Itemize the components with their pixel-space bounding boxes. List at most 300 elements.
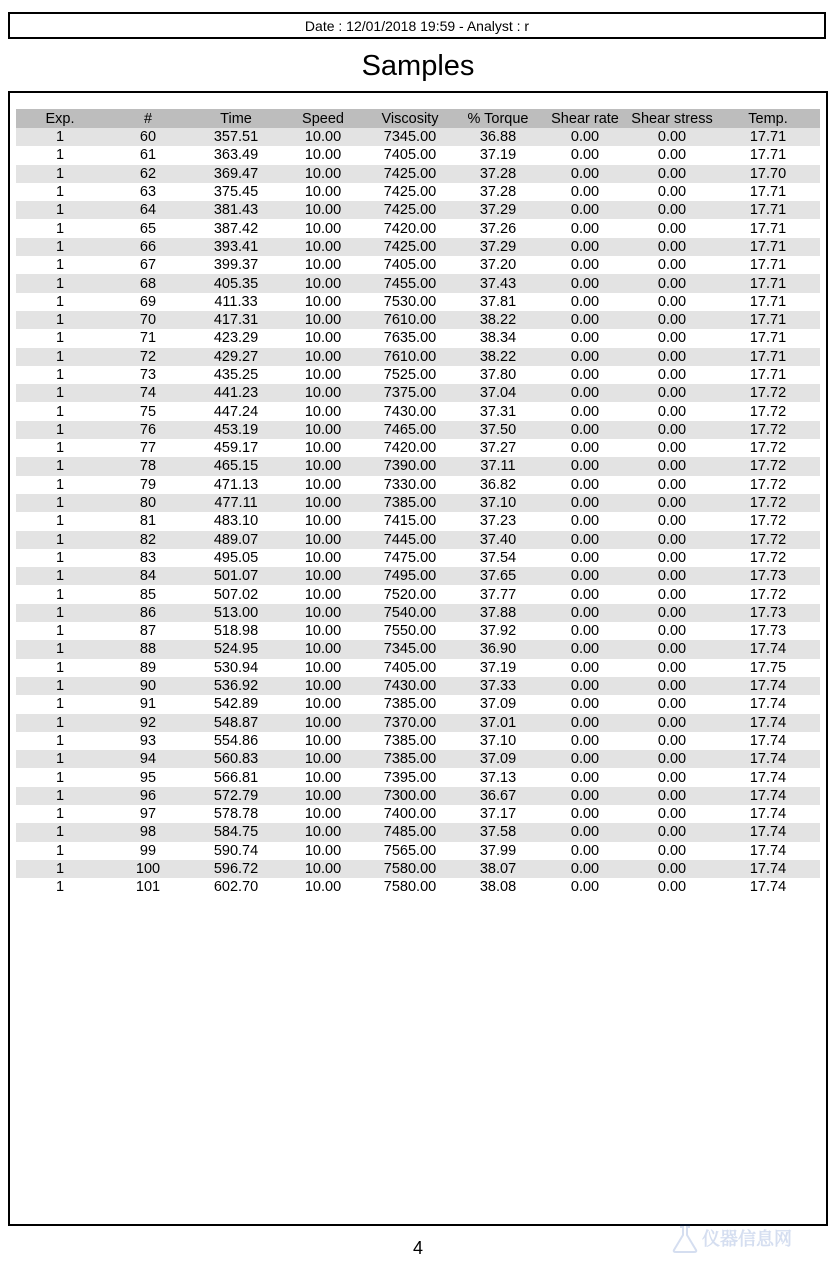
table-cell: 7455.00 <box>366 274 454 292</box>
table-cell: 548.87 <box>192 714 280 732</box>
table-cell: 67 <box>104 256 192 274</box>
table-row <box>16 384 820 402</box>
table-cell: 0.00 <box>628 714 716 732</box>
table-cell: 61 <box>104 146 192 164</box>
table-cell: 7430.00 <box>366 677 454 695</box>
table-cell: 0.00 <box>628 256 716 274</box>
table-cell: 10.00 <box>280 384 366 402</box>
table-cell: 37.11 <box>454 457 542 475</box>
table-cell: 10.00 <box>280 842 366 860</box>
table-cell: 93 <box>104 732 192 750</box>
table-cell: 423.29 <box>192 329 280 347</box>
table-cell: 10.00 <box>280 146 366 164</box>
table-cell: 37.40 <box>454 531 542 549</box>
table-row <box>16 439 820 457</box>
table-cell: 578.78 <box>192 805 280 823</box>
table-cell: 530.94 <box>192 659 280 677</box>
table-cell: 7420.00 <box>366 219 454 237</box>
table-cell: 17.72 <box>716 384 820 402</box>
table-cell: 17.72 <box>716 531 820 549</box>
table-cell: 7635.00 <box>366 329 454 347</box>
table-cell: 10.00 <box>280 714 366 732</box>
table-cell: 0.00 <box>628 439 716 457</box>
table-cell: 0.00 <box>542 677 628 695</box>
table-cell: 1 <box>16 402 104 420</box>
table-cell: 1 <box>16 476 104 494</box>
table-row <box>16 714 820 732</box>
table-cell: 0.00 <box>542 604 628 622</box>
table-cell: 17.72 <box>716 421 820 439</box>
table-cell: 37.27 <box>454 439 542 457</box>
table-cell: 17.74 <box>716 677 820 695</box>
table-cell: 38.07 <box>454 860 542 878</box>
table-cell: 7385.00 <box>366 732 454 750</box>
table-cell: 387.42 <box>192 219 280 237</box>
table-cell: 89 <box>104 659 192 677</box>
table-cell: 7610.00 <box>366 348 454 366</box>
table-cell: 10.00 <box>280 549 366 567</box>
table-cell: 0.00 <box>628 494 716 512</box>
table-row <box>16 531 820 549</box>
table-cell: 7390.00 <box>366 457 454 475</box>
table-cell: 7565.00 <box>366 842 454 860</box>
table-cell: 405.35 <box>192 274 280 292</box>
table-cell: 94 <box>104 750 192 768</box>
table-cell: 7465.00 <box>366 421 454 439</box>
table-cell: 0.00 <box>542 549 628 567</box>
table-cell: 7425.00 <box>366 183 454 201</box>
table-cell: 0.00 <box>628 878 716 896</box>
table-cell: 10.00 <box>280 311 366 329</box>
table-cell: 0.00 <box>628 604 716 622</box>
table-cell: 64 <box>104 201 192 219</box>
table-cell: 0.00 <box>628 165 716 183</box>
table-cell: 77 <box>104 439 192 457</box>
table-cell: 37.28 <box>454 165 542 183</box>
table-cell: 0.00 <box>628 842 716 860</box>
table-cell: 1 <box>16 567 104 585</box>
table-cell: 17.74 <box>716 878 820 896</box>
table-row <box>16 659 820 677</box>
table-cell: 17.74 <box>716 750 820 768</box>
table-cell: 0.00 <box>542 402 628 420</box>
table-cell: 1 <box>16 714 104 732</box>
table-cell: 10.00 <box>280 659 366 677</box>
table-cell: 37.80 <box>454 366 542 384</box>
table-cell: 86 <box>104 604 192 622</box>
table-cell: 459.17 <box>192 439 280 457</box>
table-cell: 37.09 <box>454 750 542 768</box>
watermark-text: 仪器信息网 <box>702 1229 792 1249</box>
table-row <box>16 549 820 567</box>
table-cell: 1 <box>16 842 104 860</box>
table-cell: 7345.00 <box>366 128 454 146</box>
table-cell: 0.00 <box>628 860 716 878</box>
table-cell: 363.49 <box>192 146 280 164</box>
table-cell: 98 <box>104 823 192 841</box>
table-cell: 501.07 <box>192 567 280 585</box>
table-cell: 17.72 <box>716 549 820 567</box>
table-cell: 37.31 <box>454 402 542 420</box>
table-cell: 90 <box>104 677 192 695</box>
table-cell: 560.83 <box>192 750 280 768</box>
table-cell: 1 <box>16 183 104 201</box>
table-cell: 85 <box>104 585 192 603</box>
table-cell: 76 <box>104 421 192 439</box>
col-header-number: # <box>104 109 192 128</box>
table-cell: 97 <box>104 805 192 823</box>
table-cell: 0.00 <box>628 384 716 402</box>
table-cell: 37.20 <box>454 256 542 274</box>
table-cell: 1 <box>16 604 104 622</box>
table-row <box>16 256 820 274</box>
table-cell: 10.00 <box>280 750 366 768</box>
table-cell: 590.74 <box>192 842 280 860</box>
table-cell: 10.00 <box>280 128 366 146</box>
table-cell: 7540.00 <box>366 604 454 622</box>
table-cell: 78 <box>104 457 192 475</box>
table-cell: 1 <box>16 640 104 658</box>
table-cell: 0.00 <box>628 183 716 201</box>
table-row <box>16 293 820 311</box>
table-cell: 0.00 <box>542 128 628 146</box>
table-cell: 0.00 <box>542 860 628 878</box>
table-cell: 0.00 <box>542 878 628 896</box>
table-cell: 37.29 <box>454 201 542 219</box>
table-cell: 10.00 <box>280 787 366 805</box>
table-cell: 17.72 <box>716 512 820 530</box>
table-row <box>16 622 820 640</box>
table-cell: 68 <box>104 274 192 292</box>
table-cell: 524.95 <box>192 640 280 658</box>
table-cell: 0.00 <box>542 494 628 512</box>
table-cell: 17.74 <box>716 842 820 860</box>
table-cell: 0.00 <box>542 531 628 549</box>
table-cell: 7445.00 <box>366 531 454 549</box>
table-cell: 447.24 <box>192 402 280 420</box>
table-cell: 10.00 <box>280 823 366 841</box>
table-cell: 10.00 <box>280 439 366 457</box>
table-cell: 37.33 <box>454 677 542 695</box>
table-cell: 36.67 <box>454 787 542 805</box>
table-cell: 7300.00 <box>366 787 454 805</box>
table-cell: 0.00 <box>542 311 628 329</box>
table-cell: 0.00 <box>628 293 716 311</box>
table-row <box>16 329 820 347</box>
table-cell: 375.45 <box>192 183 280 201</box>
table-cell: 17.74 <box>716 787 820 805</box>
table-cell: 17.74 <box>716 714 820 732</box>
table-cell: 441.23 <box>192 384 280 402</box>
table-cell: 0.00 <box>542 512 628 530</box>
table-cell: 7520.00 <box>366 585 454 603</box>
table-row <box>16 421 820 439</box>
table-cell: 0.00 <box>628 531 716 549</box>
table-cell: 17.74 <box>716 860 820 878</box>
table-cell: 1 <box>16 329 104 347</box>
table-cell: 0.00 <box>542 219 628 237</box>
table-cell: 429.27 <box>192 348 280 366</box>
table-cell: 96 <box>104 787 192 805</box>
table-cell: 0.00 <box>542 274 628 292</box>
table-cell: 0.00 <box>628 457 716 475</box>
table-cell: 0.00 <box>542 622 628 640</box>
table-cell: 7405.00 <box>366 256 454 274</box>
table-cell: 1 <box>16 622 104 640</box>
table-cell: 554.86 <box>192 732 280 750</box>
table-cell: 65 <box>104 219 192 237</box>
table-cell: 0.00 <box>628 512 716 530</box>
table-cell: 17.71 <box>716 128 820 146</box>
table-cell: 17.71 <box>716 348 820 366</box>
table-cell: 0.00 <box>628 274 716 292</box>
table-cell: 1 <box>16 512 104 530</box>
table-row <box>16 238 820 256</box>
table-cell: 0.00 <box>542 329 628 347</box>
table-cell: 357.51 <box>192 128 280 146</box>
table-cell: 0.00 <box>542 714 628 732</box>
flask-icon <box>672 1223 698 1253</box>
table-row <box>16 805 820 823</box>
table-cell: 62 <box>104 165 192 183</box>
table-cell: 1 <box>16 732 104 750</box>
table-cell: 37.77 <box>454 585 542 603</box>
table-cell: 17.72 <box>716 402 820 420</box>
table-cell: 399.37 <box>192 256 280 274</box>
col-header-viscosity: Viscosity <box>366 109 454 128</box>
table-cell: 0.00 <box>542 659 628 677</box>
table-row <box>16 585 820 603</box>
table-cell: 70 <box>104 311 192 329</box>
table-cell: 0.00 <box>628 787 716 805</box>
table-cell: 38.22 <box>454 348 542 366</box>
table-cell: 17.71 <box>716 219 820 237</box>
table-cell: 37.65 <box>454 567 542 585</box>
table-cell: 0.00 <box>542 476 628 494</box>
table-cell: 0.00 <box>542 732 628 750</box>
table-cell: 17.74 <box>716 823 820 841</box>
table-cell: 79 <box>104 476 192 494</box>
table-cell: 1 <box>16 768 104 786</box>
table-cell: 1 <box>16 585 104 603</box>
col-header-torque: % Torque <box>454 109 542 128</box>
table-cell: 37.92 <box>454 622 542 640</box>
table-cell: 0.00 <box>542 750 628 768</box>
table-cell: 0.00 <box>542 348 628 366</box>
table-cell: 465.15 <box>192 457 280 475</box>
table-cell: 84 <box>104 567 192 585</box>
table-cell: 7330.00 <box>366 476 454 494</box>
report-date-analyst: Date : 12/01/2018 19:59 - Analyst : r <box>304 17 530 34</box>
table-cell: 0.00 <box>542 640 628 658</box>
table-cell: 1 <box>16 750 104 768</box>
table-cell: 0.00 <box>628 823 716 841</box>
table-cell: 7415.00 <box>366 512 454 530</box>
table-cell: 10.00 <box>280 531 366 549</box>
table-cell: 1 <box>16 146 104 164</box>
table-row <box>16 183 820 201</box>
table-cell: 37.81 <box>454 293 542 311</box>
table-cell: 369.47 <box>192 165 280 183</box>
table-cell: 0.00 <box>542 439 628 457</box>
table-cell: 88 <box>104 640 192 658</box>
table-cell: 507.02 <box>192 585 280 603</box>
table-row <box>16 476 820 494</box>
table-cell: 37.09 <box>454 695 542 713</box>
table-cell: 1 <box>16 878 104 896</box>
table-cell: 69 <box>104 293 192 311</box>
table-cell: 95 <box>104 768 192 786</box>
table-cell: 83 <box>104 549 192 567</box>
table-cell: 0.00 <box>628 585 716 603</box>
table-cell: 10.00 <box>280 476 366 494</box>
table-cell: 17.71 <box>716 293 820 311</box>
samples-frame <box>8 91 828 1226</box>
table-cell: 10.00 <box>280 183 366 201</box>
table-row <box>16 768 820 786</box>
table-cell: 7405.00 <box>366 659 454 677</box>
table-header-row <box>16 109 820 128</box>
table-cell: 7530.00 <box>366 293 454 311</box>
table-cell: 513.00 <box>192 604 280 622</box>
table-cell: 10.00 <box>280 274 366 292</box>
table-cell: 0.00 <box>542 805 628 823</box>
table-cell: 37.19 <box>454 659 542 677</box>
table-cell: 10.00 <box>280 366 366 384</box>
table-cell: 10.00 <box>280 805 366 823</box>
table-cell: 7475.00 <box>366 549 454 567</box>
table-cell: 1 <box>16 531 104 549</box>
table-cell: 0.00 <box>628 329 716 347</box>
table-row <box>16 567 820 585</box>
table-cell: 453.19 <box>192 421 280 439</box>
table-row <box>16 494 820 512</box>
table-cell: 1 <box>16 457 104 475</box>
table-cell: 17.71 <box>716 274 820 292</box>
table-cell: 38.34 <box>454 329 542 347</box>
table-cell: 10.00 <box>280 604 366 622</box>
table-cell: 7385.00 <box>366 695 454 713</box>
table-cell: 100 <box>104 860 192 878</box>
table-cell: 483.10 <box>192 512 280 530</box>
table-cell: 0.00 <box>628 476 716 494</box>
table-row <box>16 640 820 658</box>
table-cell: 38.22 <box>454 311 542 329</box>
table-cell: 17.71 <box>716 256 820 274</box>
table-cell: 7345.00 <box>366 640 454 658</box>
table-cell: 17.75 <box>716 659 820 677</box>
table-cell: 7610.00 <box>366 311 454 329</box>
table-cell: 10.00 <box>280 219 366 237</box>
table-cell: 566.81 <box>192 768 280 786</box>
table-cell: 10.00 <box>280 494 366 512</box>
table-cell: 0.00 <box>542 238 628 256</box>
table-cell: 0.00 <box>542 366 628 384</box>
table-cell: 0.00 <box>628 311 716 329</box>
col-header-exp: Exp. <box>16 109 104 128</box>
table-cell: 0.00 <box>628 768 716 786</box>
table-cell: 10.00 <box>280 677 366 695</box>
table-cell: 37.54 <box>454 549 542 567</box>
table-cell: 71 <box>104 329 192 347</box>
table-cell: 10.00 <box>280 402 366 420</box>
table-cell: 542.89 <box>192 695 280 713</box>
table-row <box>16 732 820 750</box>
table-cell: 10.00 <box>280 329 366 347</box>
table-cell: 1 <box>16 384 104 402</box>
table-cell: 1 <box>16 311 104 329</box>
table-cell: 0.00 <box>628 805 716 823</box>
table-cell: 17.73 <box>716 604 820 622</box>
table-cell: 0.00 <box>542 695 628 713</box>
col-header-time: Time <box>192 109 280 128</box>
table-cell: 17.71 <box>716 183 820 201</box>
table-cell: 0.00 <box>628 366 716 384</box>
table-cell: 36.82 <box>454 476 542 494</box>
table-cell: 1 <box>16 348 104 366</box>
table-row <box>16 348 820 366</box>
col-header-temp: Temp. <box>716 109 820 128</box>
table-cell: 1 <box>16 695 104 713</box>
table-cell: 7385.00 <box>366 494 454 512</box>
table-cell: 60 <box>104 128 192 146</box>
table-row <box>16 366 820 384</box>
table-cell: 0.00 <box>542 183 628 201</box>
table-row <box>16 274 820 292</box>
table-cell: 0.00 <box>628 567 716 585</box>
table-cell: 1 <box>16 274 104 292</box>
table-cell: 0.00 <box>628 677 716 695</box>
table-cell: 1 <box>16 659 104 677</box>
table-cell: 518.98 <box>192 622 280 640</box>
table-cell: 7485.00 <box>366 823 454 841</box>
table-cell: 0.00 <box>542 201 628 219</box>
table-cell: 37.04 <box>454 384 542 402</box>
table-cell: 1 <box>16 293 104 311</box>
table-cell: 37.01 <box>454 714 542 732</box>
table-row <box>16 219 820 237</box>
table-cell: 10.00 <box>280 165 366 183</box>
table-cell: 0.00 <box>628 402 716 420</box>
table-cell: 10.00 <box>280 421 366 439</box>
table-cell: 0.00 <box>628 695 716 713</box>
table-cell: 10.00 <box>280 732 366 750</box>
table-cell: 10.00 <box>280 348 366 366</box>
table-row <box>16 201 820 219</box>
table-cell: 1 <box>16 823 104 841</box>
table-cell: 10.00 <box>280 878 366 896</box>
table-cell: 37.17 <box>454 805 542 823</box>
table-cell: 38.08 <box>454 878 542 896</box>
table-cell: 7395.00 <box>366 768 454 786</box>
table-cell: 63 <box>104 183 192 201</box>
table-cell: 435.25 <box>192 366 280 384</box>
table-cell: 17.71 <box>716 238 820 256</box>
table-cell: 0.00 <box>628 128 716 146</box>
table-cell: 10.00 <box>280 457 366 475</box>
table-cell: 0.00 <box>628 750 716 768</box>
table-cell: 37.10 <box>454 732 542 750</box>
table-cell: 17.73 <box>716 622 820 640</box>
table-cell: 10.00 <box>280 293 366 311</box>
table-cell: 0.00 <box>628 146 716 164</box>
table-cell: 7420.00 <box>366 439 454 457</box>
table-cell: 596.72 <box>192 860 280 878</box>
table-cell: 7425.00 <box>366 165 454 183</box>
table-cell: 0.00 <box>628 348 716 366</box>
table-cell: 81 <box>104 512 192 530</box>
table-cell: 7425.00 <box>366 201 454 219</box>
